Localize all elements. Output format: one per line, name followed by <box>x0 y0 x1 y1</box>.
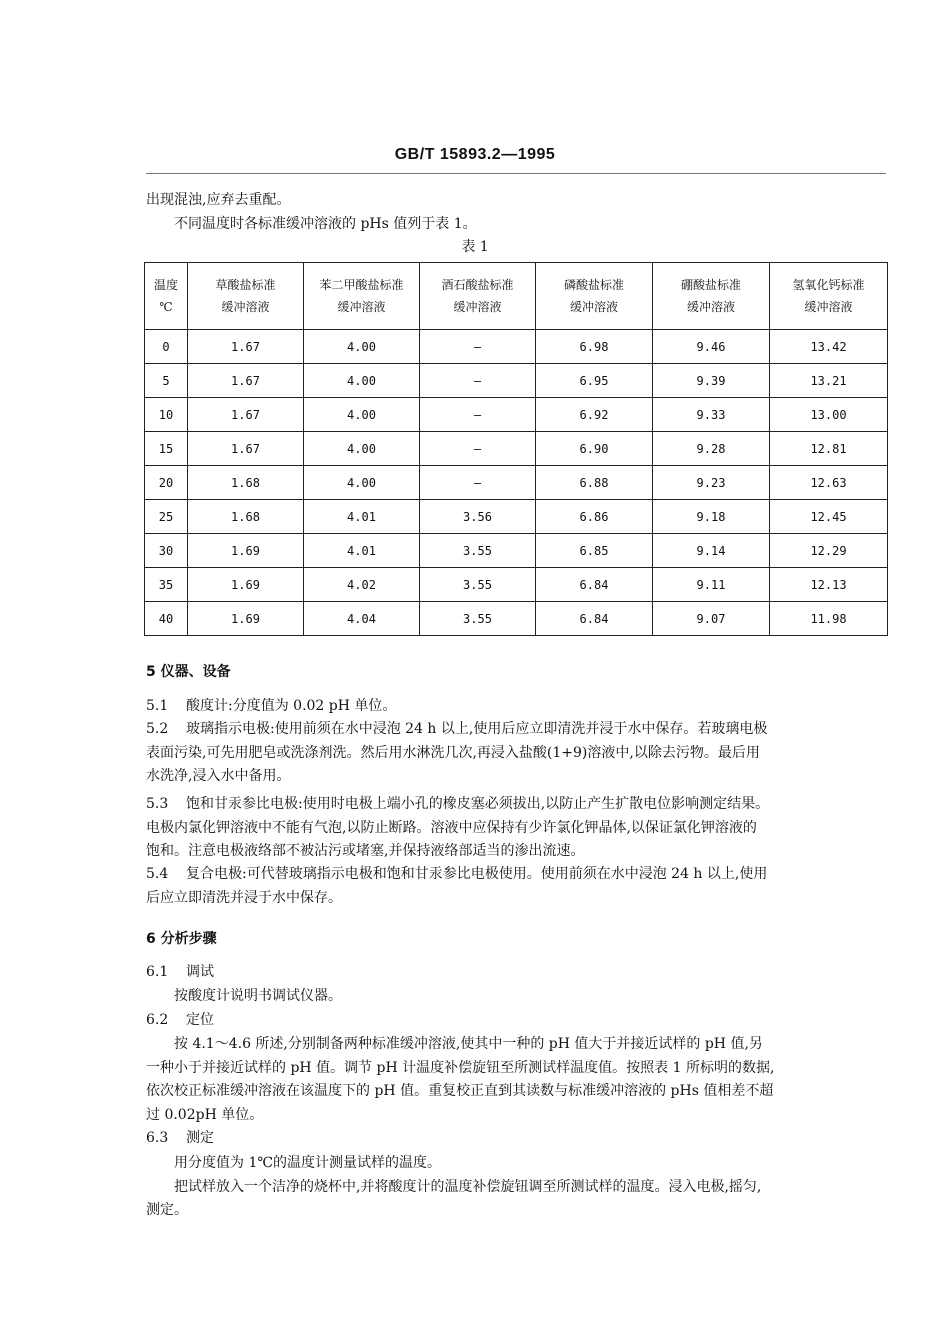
ph-value-cell: 13.00 <box>770 398 888 432</box>
table-row <box>145 432 888 466</box>
ph-value-cell: 13.21 <box>770 364 888 398</box>
table-header-row <box>145 263 888 330</box>
ph-value-cell: 4.00 <box>304 364 420 398</box>
table-row <box>145 602 888 636</box>
ph-value-cell: 13.42 <box>770 330 888 364</box>
clause-6-1-title: 6.1 调试 <box>146 964 214 980</box>
table-row <box>145 568 888 602</box>
ph-value-cell: 4.00 <box>304 330 420 364</box>
column-header: 苯二甲酸盐标准 缓冲溶液 <box>304 263 420 330</box>
temperature-cell: 0 <box>145 330 188 364</box>
table-row <box>145 398 888 432</box>
temperature-cell: 25 <box>145 500 188 534</box>
temperature-cell: 5 <box>145 364 188 398</box>
ph-value-cell: 4.01 <box>304 534 420 568</box>
ph-value-cell: 4.01 <box>304 500 420 534</box>
ph-value-cell: 4.04 <box>304 602 420 636</box>
ph-value-cell: 1.67 <box>188 398 304 432</box>
standard-code-header: GB/T 15893.2—1995 <box>394 146 556 163</box>
clause-5-3: 5.3 饱和甘汞参比电极:使用时电极上端小孔的橡皮塞必须拔出,以防止产生扩散电位影响测定结果。 电极内氯化钾溶液中不能有气泡,以防止断路。溶液中应保持有少许氯化钾晶体,以保证氯化钾溶液的 饱和。注意电极液络部不被沾污或堵塞,并保持液络部适当的渗出流速。 <box>146 796 770 859</box>
ph-value-cell: — <box>420 330 536 364</box>
ph-value-cell: 9.33 <box>653 398 770 432</box>
clause-5-1: 5.1 酸度计:分度值为 0.02 pH 单位。 <box>146 698 397 714</box>
clause-5-2: 5.2 玻璃指示电极:使用前须在水中浸泡 24 h 以上,使用后应立即清洗并浸于水中保存。若玻璃电极 表面污染,可先用肥皂或洗涤剂洗。然后用水淋洗几次,再浸入盐酸(1+9)溶液中,以除去污物。最后用 水洗净,浸入水中备用。 <box>146 721 768 784</box>
table-row <box>145 500 888 534</box>
ph-value-cell: 9.46 <box>653 330 770 364</box>
ph-value-cell: 9.28 <box>653 432 770 466</box>
ph-value-cell: 9.23 <box>653 466 770 500</box>
header-rule <box>146 173 886 174</box>
ph-value-cell: — <box>420 432 536 466</box>
ph-value-cell: 6.84 <box>536 568 653 602</box>
temperature-cell: 20 <box>145 466 188 500</box>
temperature-cell: 40 <box>145 602 188 636</box>
temperature-cell: 10 <box>145 398 188 432</box>
table-row <box>145 466 888 500</box>
column-header: 硼酸盐标准 缓冲溶液 <box>653 263 770 330</box>
ph-value-cell: 9.39 <box>653 364 770 398</box>
section-5-heading: 5 仪器、设备 <box>146 664 231 680</box>
temperature-cell: 30 <box>145 534 188 568</box>
ph-value-cell: 11.98 <box>770 602 888 636</box>
section-6-heading: 6 分析步骤 <box>146 931 217 947</box>
ph-value-cell: 12.13 <box>770 568 888 602</box>
clause-6-3-text: 用分度值为 1℃的温度计测量试样的温度。 把试样放入一个洁净的烧杯中,并将酸度计的温度补偿旋钮调至所测试样的温度。浸入电极,摇匀, 测定。 <box>146 1155 762 1218</box>
ph-value-cell: 6.88 <box>536 466 653 500</box>
ph-value-cell: 1.68 <box>188 500 304 534</box>
column-header: 氢氧化钙标准 缓冲溶液 <box>770 263 888 330</box>
ph-value-cell: 6.86 <box>536 500 653 534</box>
ph-value-cell: 6.85 <box>536 534 653 568</box>
ph-value-cell: 3.55 <box>420 568 536 602</box>
ph-value-cell: 6.84 <box>536 602 653 636</box>
ph-value-cell: 1.69 <box>188 534 304 568</box>
ph-value-cell: 3.55 <box>420 534 536 568</box>
intro-line-2: 不同温度时各标准缓冲溶液的 pHs 值列于表 1。 <box>174 216 477 232</box>
clause-5-4: 5.4 复合电极:可代替玻璃指示电极和饱和甘汞参比电极使用。使用前须在水中浸泡 24 h 以上,使用 后应立即清洗并浸于水中保存。 <box>146 866 768 906</box>
ph-value-cell: 6.95 <box>536 364 653 398</box>
ph-value-cell: 6.98 <box>536 330 653 364</box>
intro-line-1: 出现混浊,应弃去重配。 <box>146 192 291 208</box>
ph-value-cell: 12.45 <box>770 500 888 534</box>
ph-value-cell: 1.68 <box>188 466 304 500</box>
table-caption: 表 1 <box>461 239 489 255</box>
ph-value-cell: 12.81 <box>770 432 888 466</box>
ph-value-cell: 1.69 <box>188 568 304 602</box>
ph-value-cell: — <box>420 398 536 432</box>
ph-value-cell: 3.56 <box>420 500 536 534</box>
column-header: 酒石酸盐标准 缓冲溶液 <box>420 263 536 330</box>
ph-value-cell: 9.14 <box>653 534 770 568</box>
ph-value-cell: 3.55 <box>420 602 536 636</box>
clause-6-1-text: 按酸度计说明书调试仪器。 <box>174 988 342 1004</box>
ph-value-cell: — <box>420 364 536 398</box>
column-header: 草酸盐标准 缓冲溶液 <box>188 263 304 330</box>
table-row <box>145 364 888 398</box>
ph-value-cell: — <box>420 466 536 500</box>
table-row <box>145 534 888 568</box>
buffer-ph-table <box>144 262 888 636</box>
ph-value-cell: 9.11 <box>653 568 770 602</box>
ph-value-cell: 12.63 <box>770 466 888 500</box>
column-header: 磷酸盐标准 缓冲溶液 <box>536 263 653 330</box>
ph-value-cell: 12.29 <box>770 534 888 568</box>
clause-6-2-title: 6.2 定位 <box>146 1012 214 1028</box>
table-row <box>145 330 888 364</box>
ph-value-cell: 6.90 <box>536 432 653 466</box>
column-header: 温度 ℃ <box>145 263 188 330</box>
ph-value-cell: 1.67 <box>188 364 304 398</box>
ph-value-cell: 4.00 <box>304 466 420 500</box>
ph-value-cell: 4.00 <box>304 398 420 432</box>
ph-value-cell: 9.07 <box>653 602 770 636</box>
ph-value-cell: 9.18 <box>653 500 770 534</box>
temperature-cell: 15 <box>145 432 188 466</box>
ph-value-cell: 1.67 <box>188 330 304 364</box>
ph-value-cell: 1.69 <box>188 602 304 636</box>
ph-value-cell: 4.02 <box>304 568 420 602</box>
clause-6-3-title: 6.3 测定 <box>146 1130 214 1146</box>
ph-value-cell: 4.00 <box>304 432 420 466</box>
ph-value-cell: 6.92 <box>536 398 653 432</box>
temperature-cell: 35 <box>145 568 188 602</box>
ph-value-cell: 1.67 <box>188 432 304 466</box>
clause-6-2-text: 按 4.1～4.6 所述,分别制备两种标准缓冲溶液,使其中一种的 pH 值大于并接近试样的 pH 值,另 一种小于并接近试样的 pH 值。调节 pH 计温度补偿旋钮至所测试样温度值。按照表 1 所标明的数据, 依次校正标准缓冲溶液在该温度下的 pH 值。重复校正直到其读数与标准缓冲溶液的 pHs 值相差不超 过 0.02pH 单位。 <box>146 1036 775 1123</box>
